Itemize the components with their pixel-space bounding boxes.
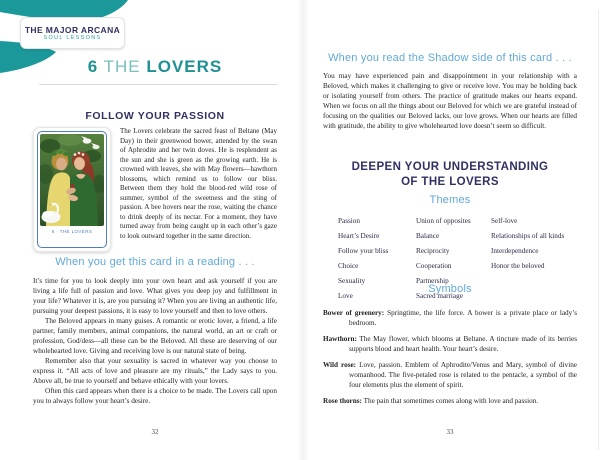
- deepen-heading-line1: DEEPEN YOUR UNDERSTANDING: [351, 161, 549, 173]
- theme-item: Balance: [416, 232, 440, 240]
- chapter-article: THE: [98, 57, 147, 76]
- tarot-card-frame: [37, 131, 107, 248]
- symbol-term: Bower of greenery:: [323, 309, 385, 317]
- theme-item: Reciprocity: [416, 247, 450, 255]
- theme-item: Partnership: [416, 277, 449, 285]
- theme-item: Self-love: [491, 217, 518, 225]
- symbols-list: [323, 308, 577, 412]
- lovers-card-art: [40, 134, 104, 226]
- theme-item: Choice: [338, 262, 359, 270]
- symbol-entry: [323, 308, 577, 328]
- tarot-card: [33, 127, 111, 252]
- theme-item: Union of opposites: [416, 217, 471, 225]
- series-subtitle: SOUL LESSONS: [43, 34, 102, 41]
- intro-paragraph: The Lovers celebrate the sacred feast of Beltane (May Day) in their greenwood bower, attended by the swan of Aphrodite and her twin doves. He is resplendent as the sun and she is green as the growing earth. He is crowned with leaves, she with May flowers—hawthorn blossoms, which remind us to follow our bliss. Between them they hold the blood-red wild rose of summer, symbol of the sweetness and the sting of passion. A bee hovers near the rose, waiting the chance to drink deeply of its nectar. For a moment, they have turned away from being caught up in each other’s gaze to look outward together in the same direction.: [120, 127, 277, 241]
- chapter-rule: [39, 84, 277, 85]
- symbol-desc: The pain that sometimes comes along with love and passion.: [361, 397, 539, 405]
- symbol-desc: The May flower, which blooms at Beltane. A tincture made of its berries supports blood and heart health. Your heart’s desire.: [349, 335, 577, 353]
- symbol-desc: Springtime, the life force. A bower is a private place or lady’s bedroom.: [349, 309, 577, 327]
- chapter-title: [33, 57, 277, 77]
- theme-item: Cooperation: [416, 262, 452, 270]
- page-gutter: [297, 0, 309, 460]
- theme-item: Sacred marriage: [416, 292, 463, 300]
- series-badge: [20, 17, 125, 49]
- reading-heading: When you get this card in a reading . . .: [55, 256, 255, 268]
- symbol-term: Hawthorn:: [323, 335, 357, 343]
- theme-item: Passion: [338, 217, 360, 225]
- page-edge: [598, 10, 599, 450]
- symbol-entry: [323, 334, 577, 354]
- theme-item: Relationships of all kinds: [491, 232, 565, 240]
- right-page-number: 33: [446, 428, 454, 436]
- reading-paragraph: It’s time for you to look deeply into your own heart and ask yourself if you are living a life full of passion and love. What gives you deep joy and fulfillment in your life? Whatever it is, are you pursuing it? When you are living an authentic life, pursuing your deepest passions, it is easy to love yourself and then to love others.: [33, 277, 277, 315]
- section-title: FOLLOW YOUR PASSION: [85, 110, 225, 122]
- symbol-term: Rose thorns:: [323, 397, 362, 405]
- shadow-paragraph: You may have experienced pain and disappointment in your relationship with a Beloved, which makes it challenging to give or receive love. You may be holding back or isolating yourself from others. The practice of gratitude makes our hearts expand. When we focus on all the things about our Beloved for which we are grateful instead of focusing on the qualities our Beloved lacks, our love grows. When our hearts are filled with gratitude, the ability to give wholehearted love doesn’t seem so difficult.: [323, 72, 577, 130]
- symbol-entry: [323, 360, 577, 390]
- theme-item: Heart’s Desire: [338, 232, 380, 240]
- chapter-name: LOVERS: [146, 57, 223, 76]
- left-page-number: 32: [151, 428, 159, 436]
- themes-heading: Themes: [429, 194, 471, 206]
- card-caption: 6 · THE LOVERS: [51, 228, 93, 234]
- themes-column-3: [491, 214, 579, 274]
- intro-row: [33, 127, 277, 252]
- deepen-heading: [323, 160, 577, 190]
- symbols-heading: Symbols: [428, 283, 472, 295]
- theme-item: Follow your bliss: [338, 247, 389, 255]
- symbol-entry: [323, 396, 577, 406]
- theme-item: Honor the beloved: [491, 262, 545, 270]
- chapter-number: 6: [87, 57, 99, 76]
- reading-paragraph: Often this card appears when there is a choice to be made. The Lovers call upon you to always follow your heart’s desire.: [33, 387, 277, 405]
- tarot-card-photo: [40, 134, 104, 226]
- series-title: THE MAJOR ARCANA: [24, 24, 121, 35]
- deepen-heading-line2: OF THE LOVERS: [401, 176, 499, 188]
- symbol-desc: Love, passion. Emblem of Aphrodite/Venus and Mary, symbol of divine womanhood. The five-petaled rose is related to the pentacle, a symbol of the four elements plus the element of spirit.: [349, 361, 577, 389]
- theme-item: Interdependence: [491, 247, 539, 255]
- theme-item: Sexuality: [338, 277, 366, 285]
- reading-body: [33, 276, 277, 406]
- reading-paragraph: Remember also that your sexuality is sacred in whatever way you choose to express it. “All acts of love and pleasure are my rituals,” the Lady says to you. Above all, be true to yourself and behave ethically with your lovers.: [33, 357, 277, 385]
- reading-paragraph: The Beloved appears in many guises. A romantic or erotic lover, a friend, a life partner, family members, animal companions, the natural world, an art or craft or profession, God/dess—all these can be the Beloved. All these are deserving of our wholehearted love. Giving and receiving love is our natural state of being.: [33, 317, 277, 355]
- theme-item: Love: [338, 292, 353, 300]
- shadow-heading: When you read the Shadow side of this card . . .: [328, 52, 572, 64]
- symbol-term: Wild rose:: [323, 361, 357, 369]
